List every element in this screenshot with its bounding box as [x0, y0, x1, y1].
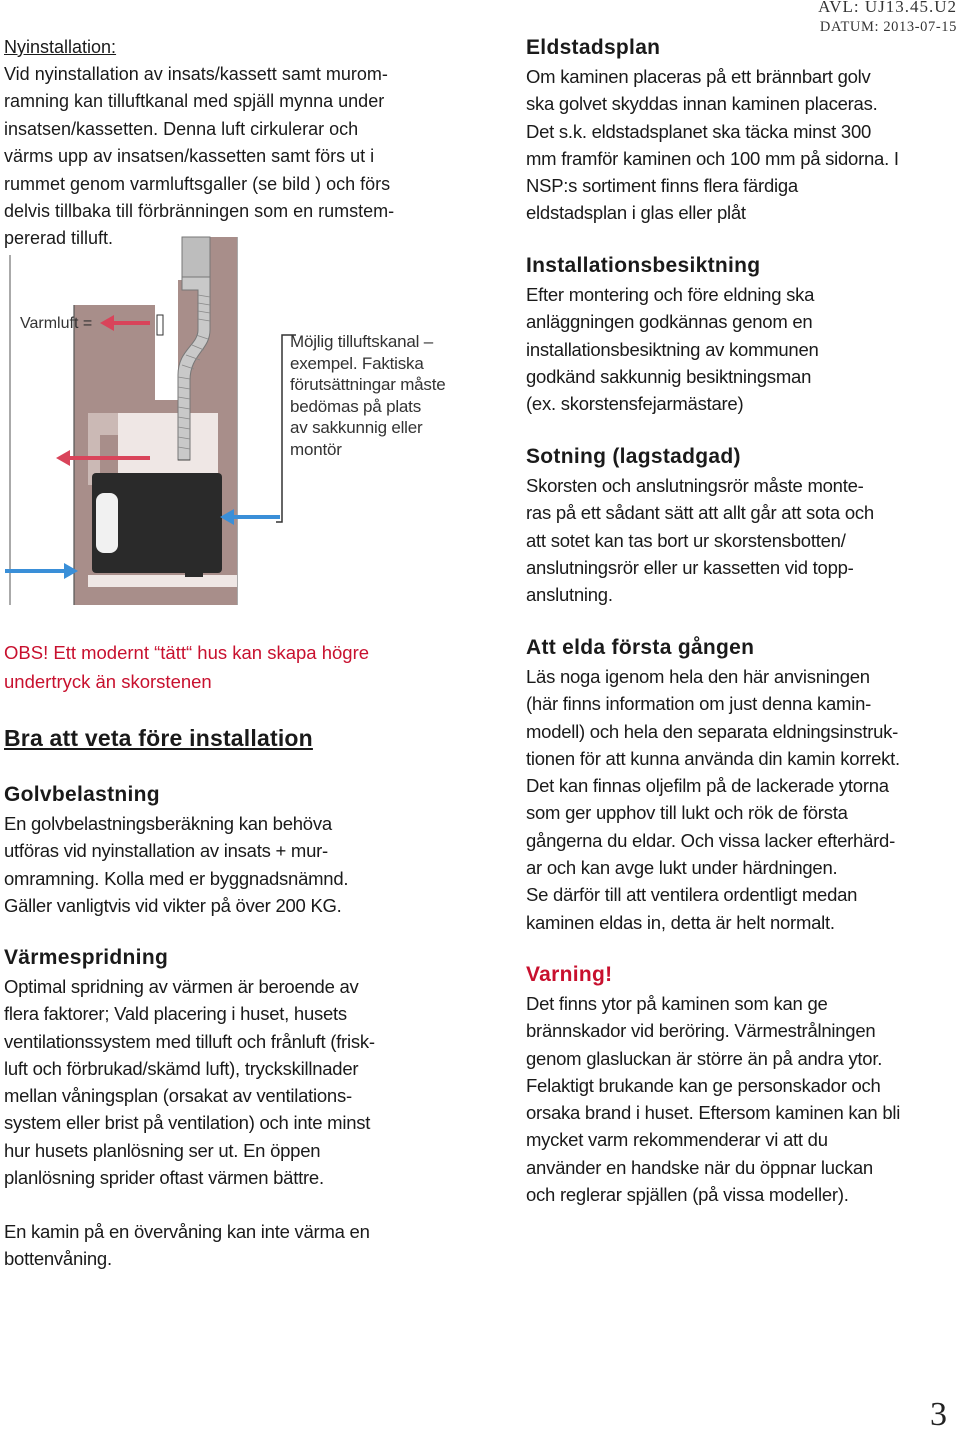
stove-glass: [96, 493, 118, 553]
ventilation-diagram: [0, 235, 470, 610]
kamin-overvaning-text: En kamin på en övervåning kan inte värma en bottenvåning.: [4, 1221, 370, 1270]
document-code: AVL: UJ13.45.U2: [818, 0, 957, 16]
nyinstallation-text: Vid nyinstallation av insats/kassett samt murom- ramning kan tilluftkanal med spjäll mynna under insatsen/kassetten. Denna luft cirkulerar och värms upp av insatsen/kassetten samt förs ut i rummet genom varmluftsgaller (se bild ) och förs delvis tillbaka till förbränningen som en rumstem- pererad tilluft.: [4, 64, 395, 249]
varmespridning-text: Optimal spridning av värmen är beroende av flera faktorer; Vald placering i huset, husets ventilationssystem med tilluft och frånluft (frisk- luft och förbrukad/skämd luft), tryckskillnader mellan våningsplan (orsakat av ventilations- system eller brist på ventilation) och inte minst hur husets planlösning ser ut. En öppen planlösning sprider oftast värmen bättre.: [4, 976, 375, 1189]
cold-air-arrow-bottom: [5, 563, 78, 579]
installationsbesiktning-text: Efter montering och före eldning ska anläggningen godkännas genom en installationsbesiktning av kommunen godkänd sakkunnig besiktningsman (ex. skorstensfejarmästare): [526, 284, 819, 415]
heading-installationsbesiktning: Installationsbesiktning: [526, 254, 761, 277]
heading-att-elda-forsta-gangen: Att elda första gången: [526, 636, 755, 659]
obs-note: OBS! Ett modernt “tätt“ hus kan skapa högre undertryck än skorstenen: [4, 642, 370, 692]
eldstadsplan-text: Om kaminen placeras på ett brännbart golv ska golvet skyddas innan kaminen placeras. Det s.k. eldstadsplanet ska täcka minst 300 mm framför kaminen och 100 mm på sidorna. I NSP:s sortiment finns flera färdiga eldstadsplan i glas eller plåt: [526, 66, 899, 224]
heading-eldstadsplan: Eldstadsplan: [526, 36, 661, 59]
page-number: 3: [930, 1396, 947, 1433]
sotning-text: Skorsten och anslutningsrör måste monte- ras på ett sådant sätt att allt går att sota och att sotet kan tas bort ur skorstensbotten/ anslutningsrör eller ur kassetten vid topp- anslutning.: [526, 475, 874, 606]
heading-golvbelastning: Golvbelastning: [4, 783, 160, 806]
golvbelastning-text: En golvbelastningsberäkning kan behöva utföras vid nyinstallation av insats + mur- omramning. Kolla med er byggnadsnämnd. Gäller vanligtvis vid vikter på över 200 KG.: [4, 813, 349, 916]
heading-sotning: Sotning (lagstadgad): [526, 445, 741, 468]
nyinstallation-title: Nyinstallation:: [4, 37, 117, 57]
heading-varning: Varning!: [526, 963, 613, 986]
heading-varmespridning: Värmespridning: [4, 946, 169, 969]
document-date: DATUM: 2013-07-15: [819, 19, 957, 35]
varmluft-label: Varmluft =: [20, 315, 93, 332]
diagram-caption: Möjlig tilluftskanal – exempel. Faktiska förutsättningar måste bedömas på plats av sakkunnig eller montör: [290, 332, 446, 459]
varning-text: Det finns ytor på kaminen som kan ge brännskador vid beröring. Värmestrålningen genom glasluckan är större än på andra ytor. Felaktigt brukande kan ge personskador och orsaka brand i huset. Eftersom kaminen kan bli mycket varm rekommenderar vi att du använder en handske när du öppnar luckan och reglerar spjällen (på vissa modeller).: [526, 993, 901, 1206]
vent-grille: [157, 315, 163, 335]
section-title-bra-att-veta: Bra att veta före installation: [4, 725, 313, 751]
att-elda-text: Läs noga igenom hela den här anvisningen (här finns information om just denna kamin- modell) och hela den separata eldningsinstruk- tionen för att kunna använda din kamin korrekt. Det kan finnas oljefilm på de lackerade ytorna som ger upphov till lukt och rök de första gångerna du eldar. Och vissa lacker efterhärd- ar och kan avge lukt under härdningen. Se därför till att ventilera ordentligt medan kaminen eldas in, detta är helt normalt.: [526, 666, 900, 933]
chimney-pipe: [182, 237, 210, 277]
